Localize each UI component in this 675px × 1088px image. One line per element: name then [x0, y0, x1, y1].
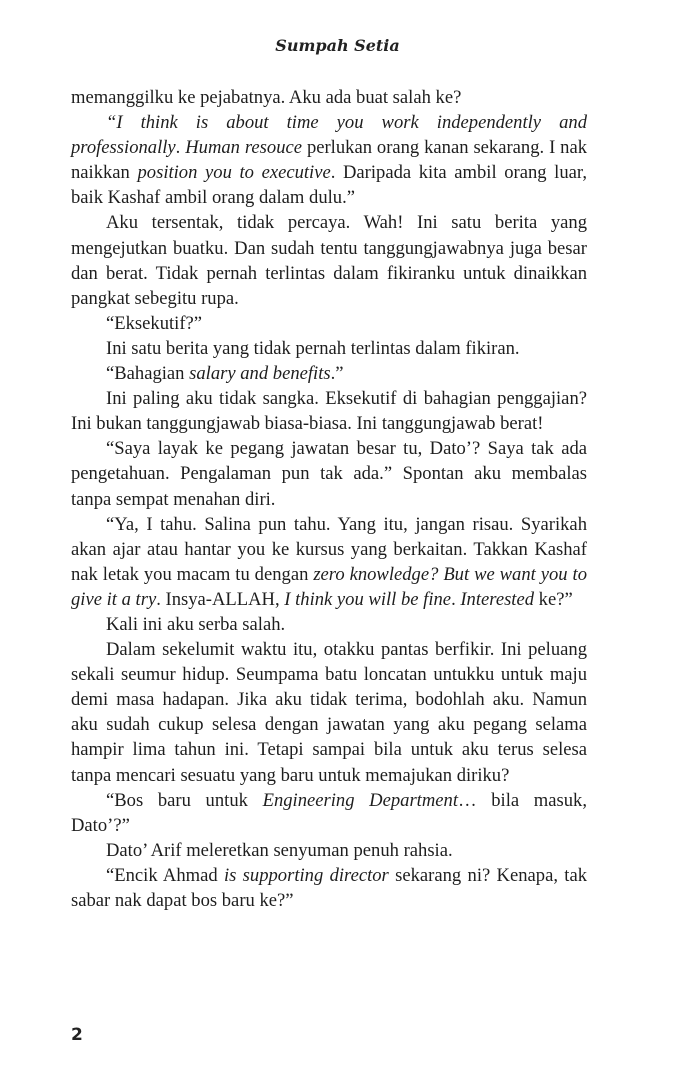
text-run: memanggilku ke pejabatnya. Aku ada buat salah ke?: [71, 87, 462, 108]
text-run: .: [451, 588, 461, 610]
text-run: … bila masuk, Dato’?”: [71, 789, 588, 836]
italic-text: zero knowledge? But we want you to give it a try: [71, 563, 587, 610]
text-run: . Daripada kita ambil orang luar, baik Kashaf ambil orang dalam dulu.”: [71, 162, 587, 209]
paragraph: [71, 512, 587, 612]
text-run: Dato’ Arif meleretkan senyuman penuh rahsia.: [106, 839, 453, 861]
text-run: Ini satu berita yang tidak pernah terlintas dalam fikiran.: [106, 337, 520, 359]
italic-text: Human resouce: [185, 137, 303, 159]
text-run: . Insya-ALLAH,: [156, 588, 285, 610]
text-run: Aku tersentak, tidak percaya. Wah! Ini satu berita yang mengejutkan buatku. Dan sudah tentu tanggungjawabnya juga besar dan berat. Tidak pernah terlintas dalam fikiranku untuk dinaikkan pangkat sebegitu rupa.: [71, 212, 587, 309]
text-run: .: [175, 137, 186, 159]
paragraph: [71, 85, 587, 110]
italic-text: is supporting director: [223, 864, 389, 886]
paragraph: [71, 311, 587, 336]
text-run: sekarang ni? Kenapa, tak sabar nak dapat bos baru ke?”: [71, 864, 588, 911]
paragraph: [71, 788, 587, 838]
italic-text: I think you will be fine: [284, 588, 452, 610]
text-run: “Eksekutif?”: [106, 312, 203, 334]
text-run: ke?”: [534, 588, 573, 610]
paragraph: [71, 336, 587, 361]
body-text: [71, 85, 587, 913]
running-header-title: Sumpah Setia: [275, 36, 400, 55]
paragraph: [71, 436, 587, 511]
italic-text: position you to executive: [137, 162, 331, 184]
text-run: Dalam sekelumit waktu itu, otakku pantas berfikir. Ini peluang sekali seumur hidup. Seumpama batu loncatan untukku untuk maju demi masa hadapan. Jika aku tidak terima, bodohlah aku. Namun aku sudah cukup selesa dengan jawatan yang aku pegang selama hampir lima tahun ini. Tetapi sampai bila untuk aku terus selesa tanpa mencari sesuatu yang baru untuk memajukan diriku?: [71, 639, 587, 786]
italic-text: Engineering Department: [262, 789, 458, 811]
text-run: “Bahagian: [106, 363, 190, 385]
text-run: perlukan orang kanan sekarang. I nak naikkan: [71, 137, 588, 184]
paragraph: [71, 838, 587, 863]
paragraph: [71, 612, 587, 637]
paragraph: [71, 361, 587, 386]
text-run: “Ya, I tahu. Salina pun tahu. Yang itu, jangan risau. Syarikah akan ajar atau hantar you ke kursus yang berkaitan. Takkan Kashaf nak letak you macam tu dengan: [71, 513, 587, 585]
paragraph: [71, 210, 587, 310]
text-run: .”: [330, 363, 344, 385]
italic-text: salary and benefits: [189, 363, 331, 385]
paragraph: [71, 637, 587, 788]
text-run: “Bos baru untuk: [106, 789, 263, 811]
text-run: “Saya layak ke pegang jawatan besar tu, Dato’? Saya tak ada pengetahuan. Pengalaman pun tak ada.” Spontan aku membalas tanpa sempat menahan diri.: [71, 438, 587, 510]
text-run: “Encik Ahmad: [106, 864, 224, 886]
italic-text: “I think is about time you work independently and professionally: [71, 112, 587, 159]
paragraph: [71, 386, 587, 436]
text-run: Ini paling aku tidak sangka. Eksekutif di bahagian penggajian? Ini bukan tanggungjawab biasa-biasa. Ini tanggungjawab berat!: [71, 388, 587, 435]
italic-text: Interested: [460, 588, 535, 610]
text-run: Kali ini aku serba salah.: [106, 613, 286, 635]
paragraph: [71, 110, 587, 210]
page-number: 2: [71, 1025, 83, 1045]
paragraph: [71, 863, 587, 913]
